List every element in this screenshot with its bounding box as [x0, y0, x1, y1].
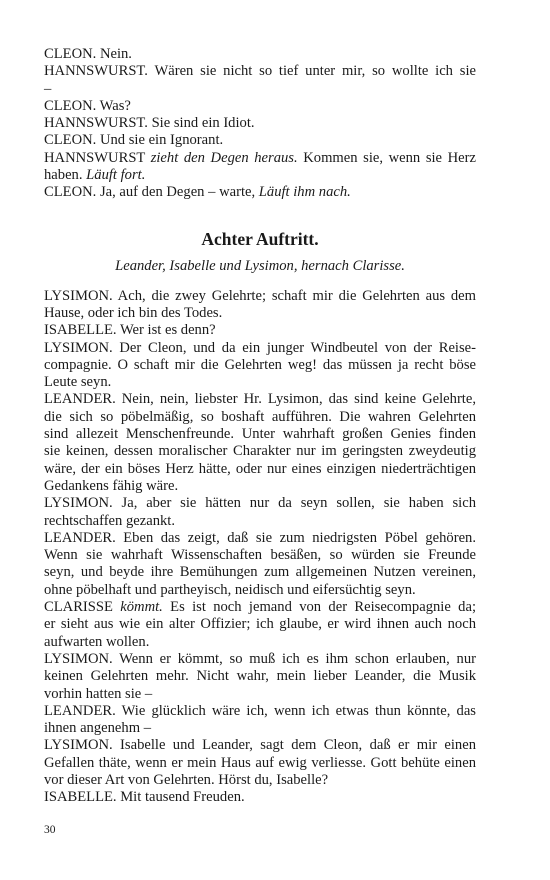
dialogue-text: – — [44, 80, 52, 97]
text-line — [44, 530, 476, 547]
dialogue-text: compagnie. O schaft mir die Gelehrten weg! das müssen ja recht böse — [44, 356, 476, 373]
text-line — [44, 357, 476, 374]
text-line — [44, 409, 476, 426]
text-line — [44, 374, 476, 391]
dialogue-text: vorhin hatten sie – — [44, 685, 153, 702]
scene-cast-line: Leander, Isabelle und Lysimon, hernach Clarisse. — [115, 257, 405, 274]
text-line — [44, 513, 476, 530]
text-line — [44, 150, 476, 167]
stage-direction: zieht den Degen heraus. — [150, 149, 298, 166]
text-line — [44, 634, 476, 651]
text-line — [44, 772, 476, 789]
scene-heading: Achter Auftritt. — [201, 228, 319, 249]
dialogue-text: LYSIMON. Ach, die zwey Gelehrte; schaft mir die Gelehrten aus dem — [44, 287, 476, 304]
dialogue-text: die sich so pöbelmäßig, so boshaft aufführen. Die wahren Gelehrten — [44, 408, 476, 425]
dialogue-text: CLEON. Und sie ein Ignorant. — [44, 132, 224, 149]
text-line — [44, 288, 476, 305]
page-number: 30 — [44, 824, 56, 836]
dialogue-text: Hause, oder ich bin des Todes. — [44, 304, 223, 321]
scene-eight-dialogue — [44, 288, 476, 807]
dialogue-text: HANNSWURST — [44, 149, 151, 166]
dialogue-text: rechtschaffen gezankt. — [44, 512, 176, 529]
dialogue-text: LEANDER. Nein, nein, liebster Hr. Lysimon, das sind keine Gelehrte, — [44, 391, 476, 408]
dialogue-text: CLEON. Ja, auf den Degen – warte, — [44, 184, 259, 201]
dialogue-text: CLARISSE — [44, 599, 121, 616]
scene-seven-ending — [44, 46, 476, 202]
dialogue-text: CLEON. Nein. — [44, 46, 132, 62]
dialogue-text: seyn, und beyde ihre Bemühungen zum allgemeinen Nutzen vereinen, — [44, 564, 476, 581]
text-line — [44, 443, 476, 460]
dialogue-text: er sieht aus wie ein alter Offizier; ich glaube, er wird ihnen auch noch — [44, 616, 476, 633]
text-line — [44, 703, 476, 720]
dialogue-text: Kommen sie, wenn sie Herz — [297, 149, 476, 166]
dialogue-text: keinen Gelehrten mehr. Nicht wahr, mein lieber Leander, die Musik — [44, 668, 476, 685]
dialogue-text: HANNSWURST. Wären sie nicht so tief unter mir, so wollte ich sie — [44, 63, 476, 80]
text-line — [44, 668, 476, 685]
dialogue-text: LEANDER. Eben das zeigt, daß sie zum niedrigsten Pöbel gehören. — [44, 529, 476, 546]
text-line — [44, 737, 476, 754]
dialogue-text: Es ist noch jemand von der Reisecompagnie da; — [162, 599, 476, 616]
dialogue-text: sie keinen, dessen moralischer Charakter nur im geringsten zweydeutig — [44, 443, 476, 460]
text-line — [44, 184, 476, 201]
text-line — [44, 426, 476, 443]
text-line — [44, 564, 476, 581]
text-line — [44, 98, 476, 115]
text-line — [44, 132, 476, 149]
dialogue-text: LYSIMON. Der Cleon, und da ein junger Windbeutel von der Reise- — [44, 339, 476, 356]
text-line — [44, 616, 476, 633]
dialogue-text: LEANDER. Wie glücklich wäre ich, wenn ich etwas thun könnte, das — [44, 702, 476, 719]
text-line — [44, 495, 476, 512]
page-text — [44, 46, 476, 807]
dialogue-text: aufwarten wollen. — [44, 633, 150, 650]
text-line — [44, 755, 476, 772]
text-line — [44, 46, 476, 63]
text-line — [44, 305, 476, 322]
dialogue-text: Wenn sie wahrhaft Wissenschaften besäßen, so würden sie Freunde — [44, 547, 476, 564]
dialogue-text: vor dieser Art von Gelehrten. Hörst du, Isabelle? — [44, 771, 329, 788]
text-line — [44, 789, 476, 806]
dialogue-text: LYSIMON. Ja, aber sie hätten nur da seyn sollen, sie haben sich — [44, 495, 476, 512]
dialogue-text: Leute seyn. — [44, 374, 112, 391]
text-line — [44, 461, 476, 478]
dialogue-text: CLEON. Was? — [44, 97, 131, 114]
text-line — [44, 115, 476, 132]
text-line — [44, 391, 476, 408]
dialogue-text: ISABELLE. Wer ist es denn? — [44, 322, 216, 339]
text-line — [44, 322, 476, 339]
dialogue-text: LYSIMON. Wenn er kömmt, so muß ich es ihm schon erlauben, nur — [44, 650, 476, 667]
dialogue-text: sind allezeit Menschenfreunde. Unter wahrhaft großen Genies finden — [44, 426, 476, 443]
text-line — [44, 720, 476, 737]
text-line — [44, 340, 476, 357]
text-line — [44, 547, 476, 564]
stage-direction: Läuft fort. — [86, 167, 146, 184]
dialogue-text: Gefallen thäte, wenn er mein Haus auf ewig verliesse. Gott behüte einen — [44, 754, 476, 771]
text-line — [44, 599, 476, 616]
dialogue-text: LYSIMON. Isabelle und Leander, sagt dem Cleon, daß er mir einen — [44, 737, 476, 754]
dialogue-text: ISABELLE. Mit tausend Freuden. — [44, 789, 245, 806]
text-line — [44, 81, 476, 98]
dialogue-text: HANNSWURST. Sie sind ein Idiot. — [44, 115, 255, 132]
text-line — [44, 478, 476, 495]
text-line — [44, 167, 476, 184]
text-line — [44, 686, 476, 703]
dialogue-text: ohne pöbelhaft und partheyisch, neidisch und eifersüchtig seyn. — [44, 581, 416, 598]
stage-direction: kömmt. — [120, 599, 163, 616]
dialogue-text: Gedankens fähig wäre. — [44, 477, 179, 494]
dialogue-text: haben. — [44, 167, 87, 184]
dialogue-text: wäre, der ein böses Herz hätte, oder nur eines einzigen niederträchtigen — [44, 460, 476, 477]
text-line — [44, 63, 476, 80]
dialogue-text: ihnen angenehm – — [44, 720, 151, 737]
text-line — [44, 651, 476, 668]
text-line — [44, 582, 476, 599]
stage-direction: Läuft ihm nach. — [258, 184, 351, 201]
